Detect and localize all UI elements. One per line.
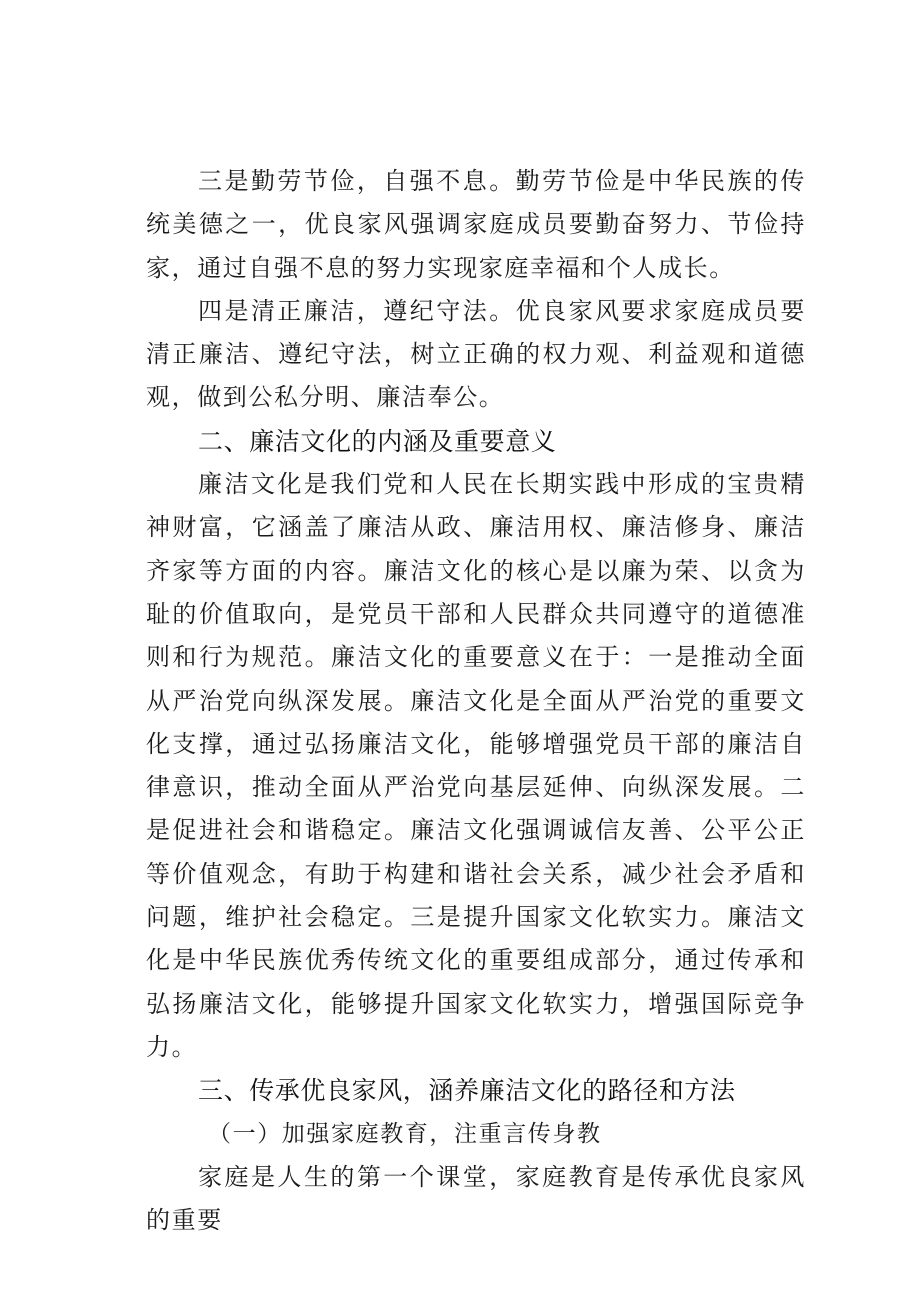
paragraph-family-education: 家庭是人生的第一个课堂，家庭教育是传承优良家风的重要	[146, 1162, 806, 1235]
paragraph-integrity-law: 四是清正廉洁，遵纪守法。优良家风要求家庭成员要清正廉洁、遵纪守法，树立正确的权力观、利益观和道德观，做到公私分明、廉洁奉公。	[146, 296, 806, 412]
paragraph-clean-culture: 廉洁文化是我们党和人民在长期实践中形成的宝贵精神财富，它涵盖了廉洁从政、廉洁用权、廉洁修身、廉洁齐家等方面的内容。廉洁文化的核心是以廉为荣、以贪为耻的价值取向，是党员干部和人民群众共同遵守的道德准则和行为规范。廉洁文化的重要意义在于：一是推动全面从严治党向纵深发展。廉洁文化是全面从严治党的重要文化支撑，通过弘扬廉洁文化，能够增强党员干部的廉洁自律意识，推动全面从严治党向基层延伸、向纵深发展。二是促进社会和谐稳定。廉洁文化强调诚信友善、公平公正等价值观念，有助于构建和谐社会关系，减少社会矛盾和问题，维护社会稳定。三是提升国家文化软实力。廉洁文化是中华民族优秀传统文化的重要组成部分，通过传承和弘扬廉洁文化，能够提升国家文化软实力，增强国际竞争力。	[146, 470, 806, 1061]
subsection-heading-1: （一）加强家庭教育，注重言传身教	[208, 1120, 602, 1147]
section-heading-2: 二、廉洁文化的内涵及重要意义	[198, 426, 557, 456]
section-heading-3: 三、传承优良家风，涵养廉洁文化的路径和方法	[198, 1076, 736, 1106]
paragraph-diligence-thrift: 三是勤劳节俭，自强不息。勤劳节俭是中华民族的传统美德之一，优良家风强调家庭成员要勤奋努力、节俭持家，通过自强不息的努力实现家庭幸福和个人成长。	[146, 167, 806, 282]
document-body	[146, 160, 806, 1242]
